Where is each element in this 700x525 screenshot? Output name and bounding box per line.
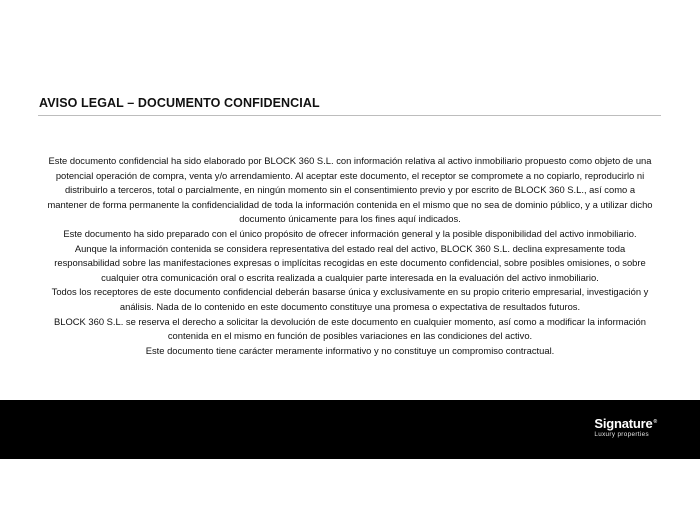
legal-notice-body (36, 154, 664, 358)
body-line: contenida en el mismo en función de posibles variaciones en las condiciones del activo. (167, 330, 533, 342)
body-line: responsabilidad sobre las manifestaciones expresas o implícitas recogidas en este documento confidencial, sobre posibles omisiones, o sobre (54, 257, 646, 269)
title-divider (38, 115, 661, 116)
signature-logo (594, 417, 657, 439)
body-line: cualquier otra comunicación oral o escrita realizada a cualquier parte interesada en la evaluación del activo inmobiliario. (101, 271, 599, 283)
body-line: Todos los receptores de este documento confidencial deberán basarse única y exclusivamente en su propio criterio empresarial, investigación y (51, 286, 649, 298)
body-line: Este documento ha sido preparado con el único propósito de ofrecer información general y la posible disponibilidad del activo inmobiliario. (63, 227, 637, 239)
body-line: distribuirlo a terceros, total o parcialmente, en ningún momento sin el consentimiento previo y por escrito de BLOCK 360 S.L., así como a (64, 184, 636, 196)
body-line: Este documento confidencial ha sido elaborado por BLOCK 360 S.L. con información relativa al activo inmobiliario propuesto como objeto de una (48, 155, 652, 166)
body-line: análisis. Nada de lo contenido en este documento constituye una promesa o expectativa de resultados futuros. (119, 300, 581, 312)
logo-name: Signature (594, 416, 653, 431)
logo-tagline: Luxury properties (594, 431, 649, 438)
body-line: mantener de forma permanente la confidencialidad de toda la información contenida en el mismo que no sea de dominio público, y a utilizar dicho (47, 198, 653, 210)
body-line: Aunque la información contenida se considera representativa del estado real del activo, BLOCK 360 S.L. declina expresamente toda (74, 242, 626, 254)
footer-band (0, 400, 700, 459)
body-line: Este documento tiene carácter meramente informativo y no constituye un compromiso contractual. (145, 344, 555, 356)
body-line: potencial operación de compra, venta y/o arrendamiento. Al aceptar este documento, el receptor se compromete a no copiarlo, reproducirlo ni (55, 169, 645, 181)
body-line: BLOCK 360 S.L. se reserva el derecho a solicitar la devolución de este documento en cualquier momento, así como a modificar la información (54, 315, 646, 327)
registered-mark: ® (653, 419, 657, 425)
logo-wordmark (594, 417, 657, 430)
body-line: documento únicamente para los fines aquí indicados. (239, 213, 461, 225)
page-title: AVISO LEGAL – DOCUMENTO CONFIDENCIAL (39, 96, 320, 110)
